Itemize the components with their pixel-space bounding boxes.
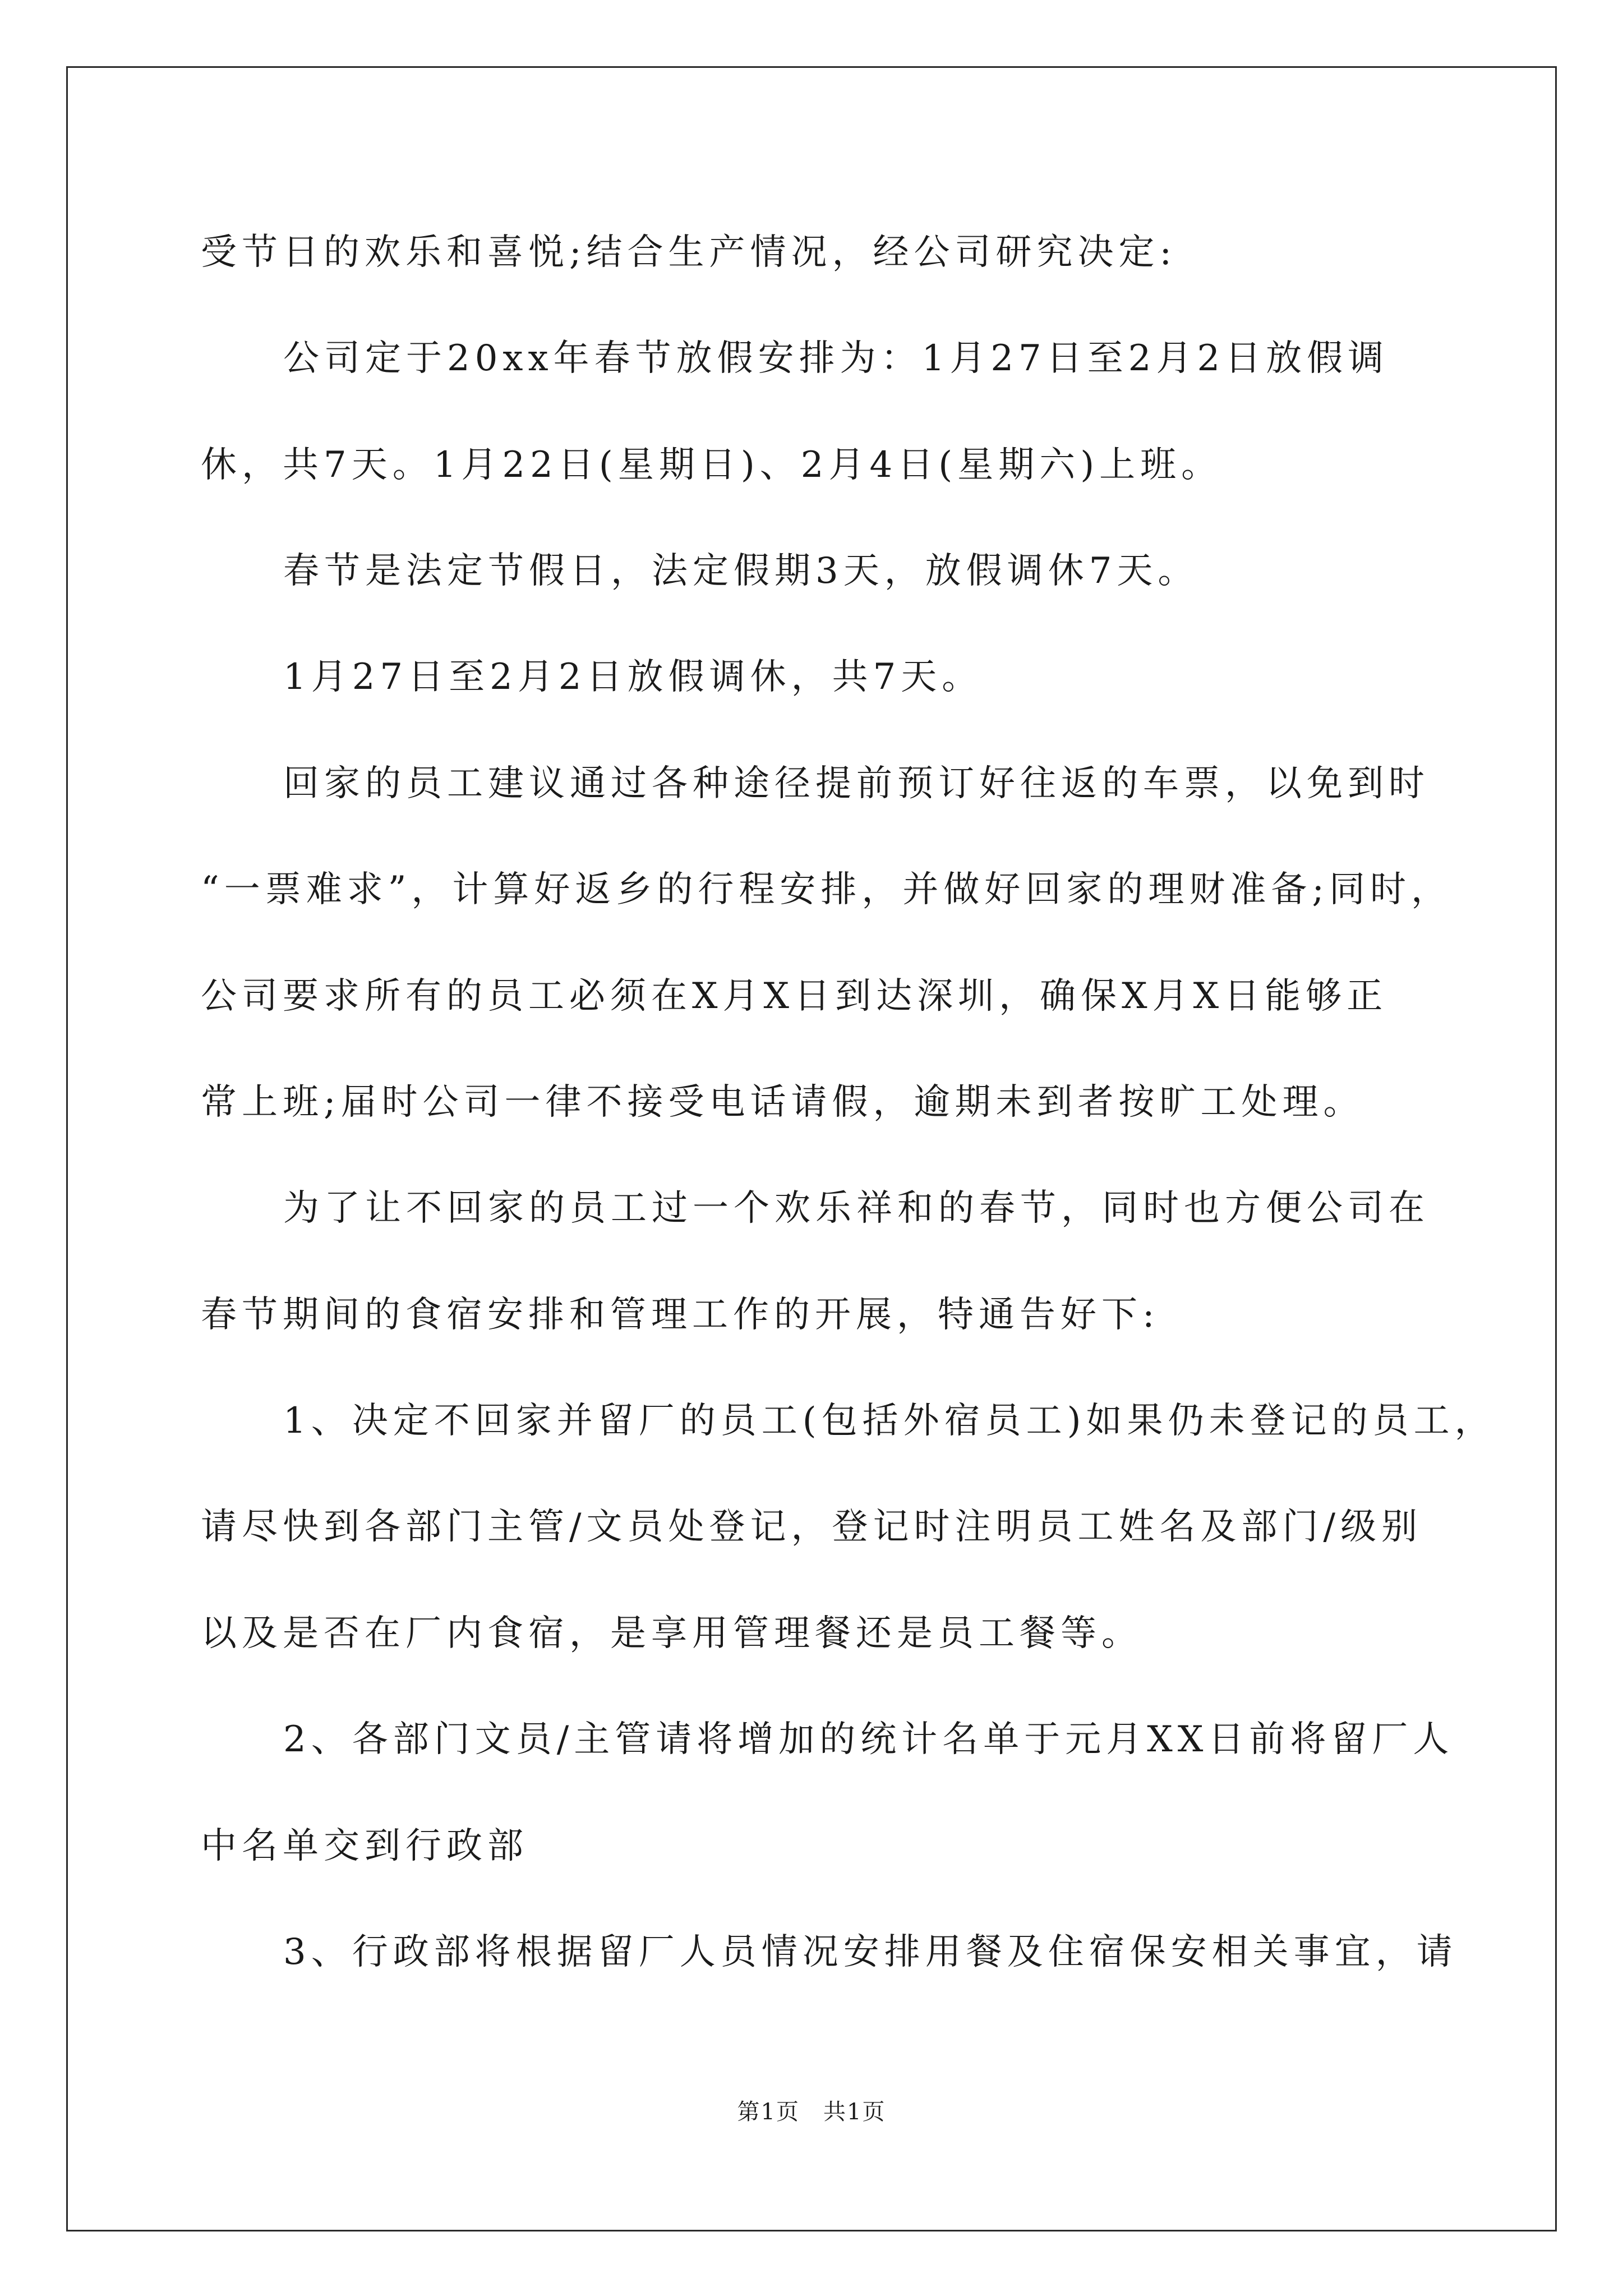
text-line-3: 休，共7天。1月22日(星期日)、2月4日(星期六)上班。 (201, 444, 1223, 486)
text-line-15: 2、各部门文员/主管请将增加的统计名单于元月XX日前将留厂人 (283, 1719, 1454, 1760)
text-line-9: 常上班;届时公司一律不接受电话请假，逾期未到者按旷工处理。 (201, 1082, 1364, 1123)
text-line-8: 公司要求所有的员工必须在X月X日到达深圳，确保X月X日能够正 (201, 976, 1388, 1017)
page-frame (66, 66, 1557, 2231)
text-line-1: 受节日的欢乐和喜悦;结合生产情况，经公司研究决定: (201, 232, 1177, 273)
text-line-12: 1、决定不回家并留厂的员工(包括外宿员工)如果仍未登记的员工， (283, 1400, 1496, 1442)
text-line-13: 请尽快到各部门主管/文员处登记，登记时注明员工姓名及部门/级别 (201, 1506, 1423, 1548)
text-line-4: 春节是法定节假日，法定假期3天，放假调休7天。 (283, 550, 1199, 592)
text-line-17: 3、行政部将根据留厂人员情况安排用餐及住宿保安相关事宜，请 (283, 1931, 1458, 1973)
text-line-10: 为了让不回家的员工过一个欢乐祥和的春节，同时也方便公司在 (283, 1188, 1430, 1229)
text-line-6: 回家的员工建议通过各种途径提前预订好往返的车票，以免到时 (283, 763, 1430, 804)
text-line-2: 公司定于20xx年春节放假安排为：1月27日至2月2日放假调 (283, 338, 1389, 379)
text-line-14: 以及是否在厂内食宿，是享用管理餐还是员工餐等。 (201, 1613, 1142, 1654)
text-line-16: 中名单交到行政部 (201, 1825, 528, 1867)
text-line-11: 春节期间的食宿安排和管理工作的开展，特通告好下: (201, 1294, 1160, 1336)
text-line-5: 1月27日至2月2日放假调休，共7天。 (283, 656, 983, 698)
page-number-footer: 第1页 共1页 (737, 2099, 886, 2125)
text-line-7: “一票难求”，计算好返乡的行程安排，并做好回家的理财准备;同时， (201, 869, 1452, 910)
